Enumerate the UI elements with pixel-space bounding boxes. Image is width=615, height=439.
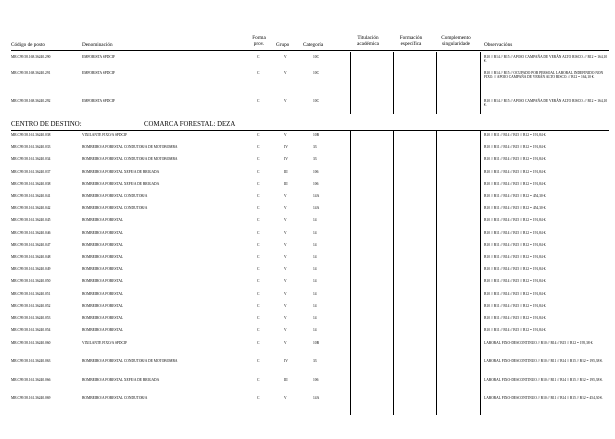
code-cell: MR.C99.58.161.36240.033 [11, 145, 51, 150]
column-rule-complemento-top [436, 52, 437, 114]
categoria-cell: 10B [313, 133, 319, 137]
grupo-cell: V [284, 396, 287, 400]
grupo-cell: V [284, 194, 287, 198]
denominacion-cell: BOMBEIRO/A FORESTAL CONDUTOR/A [82, 194, 148, 198]
code-cell: MR.C99.58.161.36240.053 [11, 316, 51, 320]
column-rule-formacion-top [393, 52, 394, 114]
categoria-cell: 33 [313, 359, 317, 363]
categoria-cell: 106 [313, 169, 319, 174]
code-cell: MR.C99.58.161.36240.042 [11, 206, 51, 211]
forma-cell: C [257, 303, 260, 308]
grupo-cell: V [284, 255, 287, 259]
grupo-cell: III [284, 378, 288, 382]
observacions-cell: B10 // B14 // B15 // APOIO CAMPAÑA DE VERÁN ALTO RISCO. // B12 = 164,10 €. [484, 55, 608, 64]
forma-cell: C [257, 218, 260, 223]
forma-cell: C [257, 181, 260, 186]
header-grupo: Grupo [276, 42, 290, 48]
categoria-cell: 106 [313, 181, 319, 186]
code-cell: MR.C99.58.168.36240.292 [11, 99, 51, 103]
grupo-cell: IV [284, 145, 288, 150]
grupo-cell: V [284, 55, 287, 59]
forma-cell: C [257, 71, 260, 75]
denominacion-cell: BOMBEIRO/A FORESTAL [82, 218, 124, 223]
observacions-cell: B10 // B11 // B14 // B15 // B12 = 191,84 €. [484, 133, 547, 137]
categoria-cell: 14A [313, 396, 320, 400]
denominacion-cell: BOMBEIRO/A FORESTAL CONDUTOR/A [82, 396, 148, 400]
code-cell: MR.C99.58.161.36240.037 [11, 169, 51, 174]
section-label: CENTRO DE DESTINO: [11, 121, 82, 128]
observacions-cell: B10 // B11 // B14 // B15 // B12 = 454,30 €. [484, 194, 547, 198]
observacions-cell: B10 // B11 // B14 // B15 // B12 = 191,84 €. [484, 230, 547, 235]
denominacion-cell: BOMBEIRO/A FORESTAL [82, 279, 124, 284]
section-comarca: COMARCA FORESTAL: DEZA [144, 121, 236, 128]
code-cell: MR.C99.58.161.36240.066 [11, 378, 51, 382]
column-rule-observacions-top [480, 52, 481, 114]
forma-cell: C [257, 99, 260, 103]
observacions-cell: B10 // B11 // B14 // B15 // B12 = 191,84 €. [484, 181, 547, 186]
forma-cell: C [257, 169, 260, 174]
code-cell: MR.C99.58.161.36240.052 [11, 303, 51, 308]
grupo-cell: V [284, 291, 287, 296]
denominacion-cell: BOMBEIRO/A FORESTAL CONDUTOR/A DE MOTOBOMBA [82, 359, 178, 363]
denominacion-cell: BOMBEIRO/A FORESTAL [82, 242, 124, 247]
denominacion-cell: BOMBEIRO/A FORESTAL CONDUTOR/A DE MOTOBOMBA [82, 157, 178, 162]
denominacion-cell: BOMBEIRO/A FORESTAL XEFE/A DE BRIGADA [82, 181, 160, 186]
header-formacion: Formación específica [399, 35, 423, 47]
forma-cell: C [257, 378, 260, 382]
observacions-cell: B10 // B11 // B14 // B15 // B12 = 191,84 €. [484, 267, 547, 272]
header-denominacion: Denominación [82, 42, 113, 48]
observacions-cell: B10 // B11 // B14 // B15 // B12 = 191,84 €. [484, 145, 547, 150]
denominacion-cell: BOMBEIRO/A FORESTAL [82, 267, 124, 272]
categoria-cell: 14A [313, 206, 320, 211]
categoria-cell: 10B [313, 341, 319, 345]
denominacion-cell: BOMBEIRO/A FORESTAL CONDUTOR/A DE MOTOBOMBA [82, 145, 178, 150]
observacions-cell: LABORAL FIXO-DESCONTINUO // B10 // B11 // B14 // B15 // B12 = 195,38 €. [484, 359, 603, 363]
forma-cell: C [257, 328, 260, 333]
observacions-cell: B10 // B11 // B14 // B15 // B12 = 191,84 €. [484, 279, 547, 284]
code-cell: MR.C99.58.161.36240.051 [11, 291, 51, 296]
denominacion-cell: BOMBEIRO/A FORESTAL [82, 230, 124, 235]
header-complemento: Complemento singularidade [441, 35, 471, 47]
observacions-cell: B10 // B11 // B14 // B15 // B12 = 191,84 €. [484, 218, 547, 223]
column-rule-complemento [436, 131, 437, 415]
code-cell: MR.C99.58.161.36240.048 [11, 255, 51, 259]
denominacion-cell: BOMBEIRO/A FORESTAL CONDUTOR/A [82, 206, 148, 211]
categoria-cell: 14 [313, 230, 317, 235]
code-cell: MR.C99.58.161.36240.060 [11, 341, 51, 345]
code-cell: MR.C99.58.161.36240.046 [11, 230, 51, 235]
grupo-cell: V [284, 279, 287, 284]
denominacion-cell: BOMBEIRO/A FORESTAL XEFE/A DE BRIGADA [82, 169, 160, 174]
forma-cell: C [257, 359, 260, 363]
grupo-cell: V [284, 328, 287, 333]
code-cell: MR.C99.58.161.36240.038 [11, 181, 51, 186]
forma-cell: C [257, 267, 260, 272]
grupo-cell: V [284, 71, 287, 75]
grupo-cell: V [284, 206, 287, 211]
code-cell: MR.C99.58.161.36240.047 [11, 242, 51, 247]
forma-cell: C [257, 133, 260, 137]
grupo-cell: III [284, 181, 288, 186]
grupo-cell: V [284, 316, 287, 320]
categoria-cell: 14 [313, 255, 317, 259]
forma-cell: C [257, 242, 260, 247]
observacions-cell: B10 // B14 // B15 // APOIO CAMPAÑA DE VERÁN ALTO RISCO. // B12 = 164,10 €. [484, 99, 608, 108]
observacions-cell: B10 // B11 // B14 // B15 // B12 = 191,84 €. [484, 255, 547, 259]
code-cell: MR.C99.58.168.36240.290 [11, 55, 51, 59]
column-rule-observacions [480, 131, 481, 415]
grupo-cell: V [284, 230, 287, 235]
code-cell: MR.C99.58.161.36240.038 [11, 133, 51, 137]
observacions-cell: B10 // B11 // B14 // B15 // B12 = 191,84 €. [484, 303, 547, 308]
forma-cell: C [257, 396, 260, 400]
column-rule-titulacion-top [350, 52, 351, 114]
observacions-cell: B10 // B11 // B14 // B15 // B12 = 454,30 €. [484, 206, 547, 211]
grupo-cell: V [284, 99, 287, 103]
grupo-cell: V [284, 267, 287, 272]
categoria-cell: 10C [313, 99, 319, 103]
denominacion-cell: BOMBEIRO/A FORESTAL [82, 328, 124, 333]
observacions-cell: LABORAL FIXO-DESCONTINUO // B10 // B14 // B15 // B12 = 195,38 €. [484, 341, 594, 345]
section-rule [11, 130, 609, 131]
forma-cell: C [257, 194, 260, 198]
header-codigo: Código de posto [11, 42, 46, 48]
header-forma: Forma prov. [252, 35, 266, 47]
section-heading [11, 121, 236, 129]
forma-cell: C [257, 230, 260, 235]
forma-cell: C [257, 145, 260, 150]
code-cell: MR.C99.58.161.36240.049 [11, 267, 51, 272]
header-categoria: Categoría [303, 42, 324, 48]
denominacion-cell: BOMBEIRO/A FORESTAL [82, 291, 124, 296]
header-titulacion: Titulación académica [357, 35, 379, 47]
column-rule-formacion [393, 131, 394, 415]
denominacion-cell: EMFORISTA SPDCIF [82, 55, 115, 59]
categoria-cell: 10C [313, 55, 319, 59]
code-cell: MR.C99.58.161.36240.045 [11, 218, 51, 223]
categoria-cell: 14 [313, 267, 317, 272]
categoria-cell: 33 [313, 157, 317, 162]
column-rule-titulacion [350, 131, 351, 415]
grupo-cell: V [284, 242, 287, 247]
categoria-cell: 14 [313, 242, 317, 247]
code-cell: MR.C99.58.161.36240.041 [11, 194, 51, 198]
forma-cell: C [257, 291, 260, 296]
categoria-cell: 14 [313, 316, 317, 320]
forma-cell: C [257, 279, 260, 284]
grupo-cell: V [284, 303, 287, 308]
categoria-cell: 14 [313, 328, 317, 333]
grupo-cell: V [284, 133, 287, 137]
observacions-cell: LABORAL FIXO-DESCONTINUO // B10 // B11 // B14 // B15 // B12 = 195,38 €. [484, 378, 603, 382]
denominacion-cell: BOMBEIRO/A FORESTAL [82, 316, 124, 320]
forma-cell: C [257, 55, 260, 59]
header-rule [11, 50, 609, 51]
forma-cell: C [257, 157, 260, 162]
categoria-cell: 14 [313, 303, 317, 308]
code-cell: MR.C99.58.161.36240.034 [11, 157, 51, 162]
denominacion-cell: BOMBEIRO/A FORESTAL [82, 303, 124, 308]
denominacion-cell: VIXILANTE FIXO/A SPDCIF [82, 133, 128, 137]
forma-cell: C [257, 206, 260, 211]
forma-cell: C [257, 255, 260, 259]
denominacion-cell: EMFORISTA SPDCIF [82, 71, 115, 75]
denominacion-cell: EMFORISTA SPDCIF [82, 99, 115, 103]
forma-cell: C [257, 341, 260, 345]
grupo-cell: IV [284, 157, 288, 162]
observacions-cell: B10 // B11 // B14 // B15 // B12 = 191,84 €. [484, 157, 547, 162]
code-cell: MR.C99.58.161.36240.063 [11, 359, 51, 363]
grupo-cell: V [284, 218, 287, 223]
observacions-cell: B10 // B11 // B14 // B15 // B12 = 191,84 €. [484, 328, 547, 333]
forma-cell: C [257, 316, 260, 320]
code-cell: MR.C99.58.161.36240.054 [11, 328, 51, 333]
header-observacions: Observacións [484, 42, 513, 48]
categoria-cell: 14 [313, 291, 317, 296]
denominacion-cell: VIXILANTE FIXO/A SPDCIF [82, 341, 128, 345]
grupo-cell: IV [284, 359, 288, 363]
categoria-cell: 10C [313, 71, 319, 75]
grupo-cell: III [284, 169, 288, 174]
observacions-cell: LABORAL FIXO-DESCONTINUO // B10 // B11 // B14 // B15 // B12 = 454,30 €. [484, 396, 603, 400]
code-cell: MR.C99.58.168.36240.291 [11, 71, 51, 75]
categoria-cell: 33 [313, 145, 317, 150]
categoria-cell: 14 [313, 218, 317, 223]
observacions-cell: B10 // B11 // B14 // B15 // B12 = 191,84 €. [484, 169, 547, 174]
grupo-cell: V [284, 341, 287, 345]
categoria-cell: 14 [313, 279, 317, 284]
code-cell: MR.C99.58.161.36240.050 [11, 279, 51, 284]
observacions-cell: B10 // B11 // B14 // B15 // B12 = 191,84 €. [484, 316, 547, 320]
observacions-cell: B10 // B11 // B14 // B15 // B12 = 191,84 €. [484, 242, 547, 247]
denominacion-cell: BOMBEIRO/A FORESTAL XEFE/A DE BRIGADA [82, 378, 160, 382]
observacions-cell: B10 // B14 // B15 // OCUPADO POR PERSOAL LABORAL INDEFINIDO NON FIXO. // APOIO CAMPAÑA DE VERÁN ALTO RISCO. // B12 = 164,10 €. [484, 71, 604, 80]
denominacion-cell: BOMBEIRO/A FORESTAL [82, 255, 124, 259]
observacions-cell: B10 // B11 // B14 // B15 // B12 = 191,84 €. [484, 291, 547, 296]
categoria-cell: 14A [313, 194, 320, 198]
code-cell: MR.C99.58.161.36240.069 [11, 396, 51, 400]
categoria-cell: 106 [313, 378, 319, 382]
